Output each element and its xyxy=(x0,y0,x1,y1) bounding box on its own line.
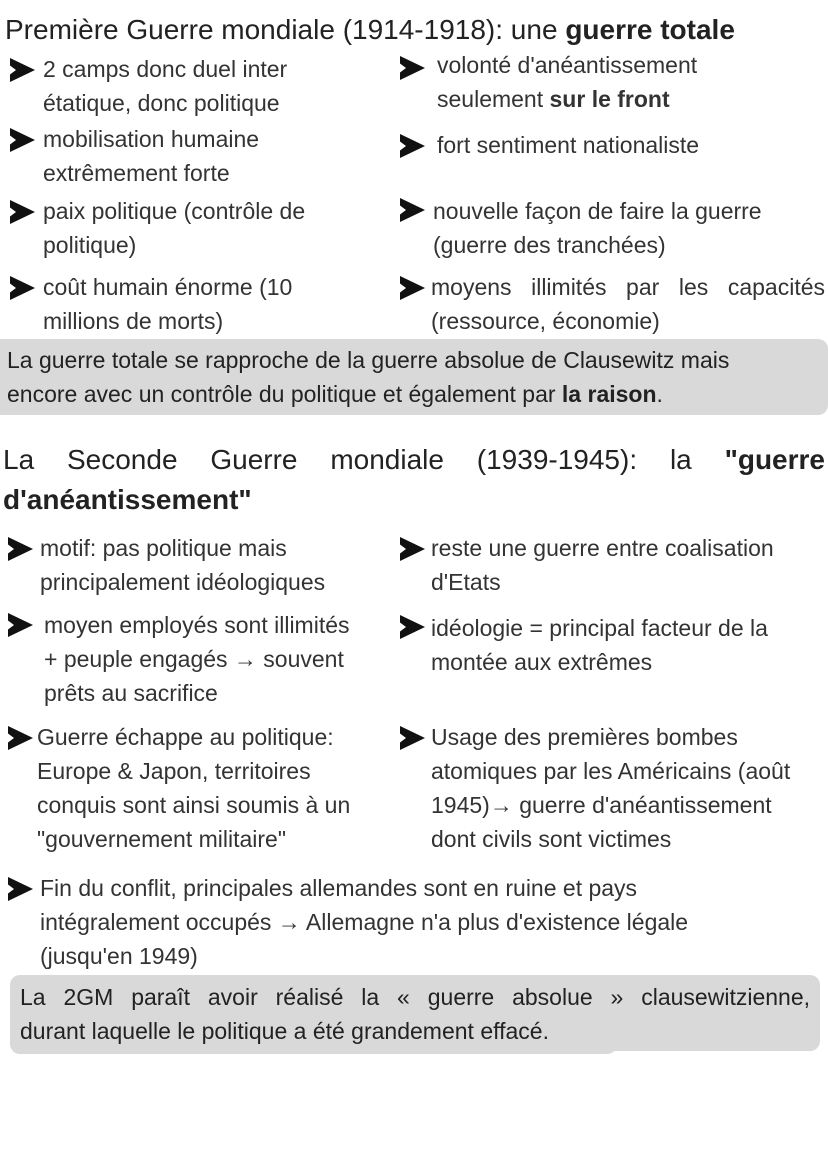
section2-title-bold: "guerre xyxy=(724,444,825,475)
item-text: paix politique (contrôle de xyxy=(43,198,306,224)
arrow-bullet-icon xyxy=(400,726,425,750)
arrow-bullet-icon xyxy=(8,613,33,637)
item-text: fort sentiment nationaliste xyxy=(437,132,700,158)
arrow-bullet-icon xyxy=(400,276,425,300)
arrow-bullet-icon xyxy=(8,877,33,901)
item-text: 2 camps donc duel inter xyxy=(43,56,288,82)
item-text: conquis sont ainsi soumis à un xyxy=(37,792,351,818)
item-text: 1945)→ guerre d'anéantissement xyxy=(431,792,772,818)
item-text: idéologie = principal facteur de la xyxy=(431,615,768,641)
item-text: moyens illimités par les capacités xyxy=(431,274,825,300)
item-text: montée aux extrêmes xyxy=(431,649,653,675)
item-text: Usage des premières bombes xyxy=(431,724,738,750)
item-text: Guerre échappe au politique: xyxy=(37,724,334,750)
arrow-bullet-icon xyxy=(400,56,425,80)
arrow-bullet-icon xyxy=(10,128,35,152)
item-text: millions de morts) xyxy=(43,308,224,334)
summary-text: durant laquelle le politique a été grandement effacé. xyxy=(20,1018,549,1044)
item-text: dont civils sont victimes xyxy=(431,826,672,852)
item-text: (ressource, économie) xyxy=(431,308,660,334)
arrow-bullet-icon xyxy=(8,726,33,750)
item-text: extrêmement forte xyxy=(43,160,230,186)
item-text: motif: pas politique mais xyxy=(40,535,287,561)
item-text: Fin du conflit, principales allemandes sont en ruine et pays xyxy=(40,875,638,901)
item-text: d'Etats xyxy=(431,569,501,595)
item-text: intégralement occupés → Allemagne n'a plus d'existence légale xyxy=(40,909,689,935)
summary-text: La 2GM paraît avoir réalisé la « guerre absolue » clausewitzienne, xyxy=(20,984,810,1010)
section2-title-bold: d'anéantissement" xyxy=(3,484,252,515)
summary-box xyxy=(0,339,828,415)
item-text: atomiques par les Américains (août xyxy=(431,758,791,784)
section2-title xyxy=(3,440,825,520)
arrow-bullet-icon xyxy=(400,615,425,639)
section1-title xyxy=(5,14,735,46)
item-text: étatique, donc politique xyxy=(43,90,280,116)
arrow-bullet-icon xyxy=(10,276,35,300)
item-text: coût humain énorme (10 xyxy=(43,274,293,300)
arrow-bullet-icon xyxy=(400,134,425,158)
item-text: moyen employés sont illimités xyxy=(44,612,350,638)
summary-text: . xyxy=(656,381,663,407)
item-text: principalement idéologiques xyxy=(40,569,326,595)
item-text: volonté d'anéantissement xyxy=(437,52,698,78)
item-text: Europe & Japon, territoires xyxy=(37,758,311,784)
arrow-bullet-icon xyxy=(8,537,33,561)
section1-title-main: Première Guerre mondiale (1914-1918): une xyxy=(5,14,566,45)
item-text: + peuple engagés → souvent xyxy=(44,646,344,672)
summary-text: La guerre totale se rapproche de la guerre absolue de Clausewitz mais xyxy=(7,347,730,373)
section1-title-bold: guerre totale xyxy=(565,14,735,45)
arrow-bullet-icon xyxy=(10,58,35,82)
item-text: prêts au sacrifice xyxy=(44,680,218,706)
item-text: seulement xyxy=(437,86,550,112)
item-text: politique) xyxy=(43,232,137,258)
section2-title-text: La Seconde Guerre mondiale (1939-1945): la xyxy=(3,444,725,475)
summary-text: encore avec un contrôle du politique et également par xyxy=(7,381,562,407)
item-text-bold: sur le front xyxy=(549,86,670,112)
item-text: reste une guerre entre coalisation xyxy=(431,535,774,561)
summary-text-bold: la raison xyxy=(561,381,657,407)
arrow-bullet-icon xyxy=(400,537,425,561)
item-text: (guerre des tranchées) xyxy=(433,232,666,258)
arrow-bullet-icon xyxy=(10,200,35,224)
item-text: "gouvernement militaire" xyxy=(37,826,286,852)
item-text: (jusqu'en 1949) xyxy=(40,943,198,969)
item-text: nouvelle façon de faire la guerre xyxy=(433,198,762,224)
item-text: mobilisation humaine xyxy=(43,126,260,152)
summary-box-tail xyxy=(10,1014,617,1054)
arrow-bullet-icon xyxy=(400,198,425,222)
